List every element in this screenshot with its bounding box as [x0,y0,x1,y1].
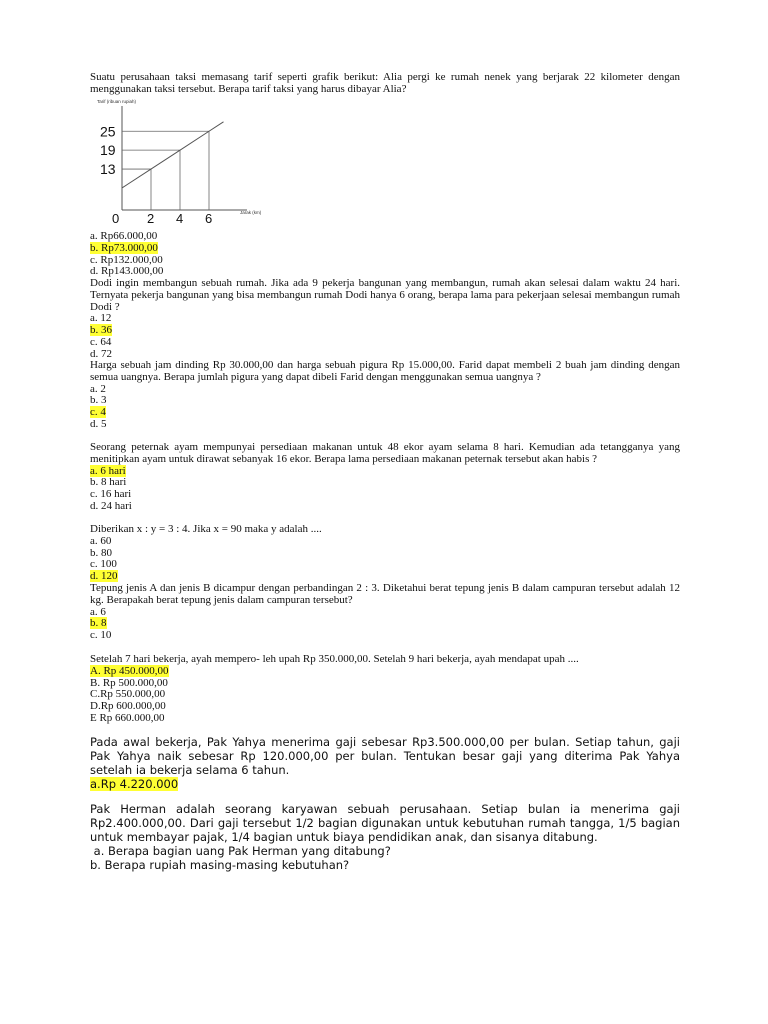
x-tick-4: 4 [176,211,184,226]
option-6a[interactable]: a. 6 [90,605,106,618]
option-3a[interactable]: a. 2 [90,382,106,395]
question-1 [90,72,680,96]
answer-8: a.Rp 4.220.000 [90,777,179,791]
option-7c[interactable]: C.Rp 550.000,00 [90,688,166,701]
option-7a[interactable]: A. Rp 450.000,00 [90,664,169,677]
question-6-text: Tepung jenis A dan jenis B dicampur dengan perbandingan 2 : 3. Diketahui berat tepung jenis B dalam campuran tersebut adalah 12 kg. Berapakah berat tepung jenis dalam campuran tersebut? [90,582,680,606]
chart-ylabel: Tarif (ribuan rupiah) [97,99,137,104]
question-5-text: Diberikan x : y = 3 : 4. Jika x = 90 maka y adalah .... [90,523,322,535]
option-3b[interactable]: b. 3 [90,394,107,407]
option-6c[interactable]: c. 10 [90,629,112,642]
question-7-text: Setelah 7 hari bekerja, ayah mempero- leh upah Rp 350.000,00. Setelah 9 hari bekerja, ayah mendapat upah .... [90,653,579,665]
option-5a[interactable]: a. 60 [90,534,112,547]
guide-lines [122,131,209,210]
question-2-text: Dodi ingin membangun sebuah rumah. Jika ada 9 pekerja bangunan yang membangun, rumah akan selesai dalam waktu 24 hari. Ternyata pekerja bangunan yang bisa membangun rumah Dodi hanya 6 orang, berapa lama para pekerjaan selesai membangun rumah Dodi ? [90,277,680,313]
chart-xlabel: Jarak (km) [240,210,262,215]
question-9-text: Pak Herman adalah seorang karyawan sebuah perusahaan. Setiap bulan ia menerima gaji Rp2.400.000,00. Dari gaji tersebut 1/2 bagian digunakan untuk kebutuhan rumah tangga, 1/5 bagian untuk membayar pajak, 1/4 bagian untuk biaya pendidikan anak, dan sisanya ditabung. [90,802,680,844]
y-tick-labels [100,123,116,177]
option-1c[interactable]: c. Rp132.000,00 [90,253,163,266]
question-3 [90,360,680,431]
question-3-text: Harga sebuah jam dinding Rp 30.000,00 dan harga sebuah pigura Rp 15.000,00. Farid dapat membeli 2 buah jam dinding dengan semua uangnya. Berapa jumlah pigura yang dapat dibeli Farid dengan menggunakan semua uangnya ? [90,359,680,383]
option-1d[interactable]: d. Rp143.000,00 [90,265,164,278]
option-3d[interactable]: d. 5 [90,417,107,430]
option-4d[interactable]: d. 24 hari [90,499,132,512]
option-5c[interactable]: c. 100 [90,558,117,571]
option-5b[interactable]: b. 80 [90,546,112,559]
question-1-options [90,231,680,278]
option-3c[interactable]: c. 4 [90,406,106,419]
option-1b[interactable]: b. Rp73.000,00 [90,241,158,254]
option-2b[interactable]: b. 36 [90,324,112,337]
x-tick-2: 2 [147,211,155,226]
option-1a[interactable]: a. Rp66.000,00 [90,230,158,242]
question-8-text: Pada awal bekerja, Pak Yahya menerima gaji sebesar Rp3.500.000,00 per bulan. Setiap tahun, gaji Pak Yahya naik sebesar Rp 120.000,00 per bulan. Tentukan besar gaji yang diterima Pak Yahya setelah ia bekerja selama 6 tahun. [90,735,680,777]
option-2a[interactable]: a. 12 [90,312,112,325]
question-2 [90,278,680,361]
question-1-text: Suatu perusahaan taksi memasang tarif seperti grafik berikut: Alia pergi ke rumah nenek yang berjarak 22 kilometer dengan menggunakan taksi tersebut. Berapa tarif taksi yang harus dibayar Alia? [90,71,680,95]
option-5d[interactable]: d. 120 [90,570,118,583]
option-4a[interactable]: a. 6 hari [90,464,126,477]
question-9-sub-b: b. Berapa rupiah masing-masing kebutuhan? [90,858,350,872]
question-4-text: Seorang peternak ayam mempunyai persediaan makanan untuk 48 ekor ayam selama 8 hari. Kemudian ada tetangganya yang menitipkan ayam untuk dirawat sebanyak 16 ekor. Berapa lama persediaan makanan peternak tersebut akan habis ? [90,441,680,465]
option-2d[interactable]: d. 72 [90,347,112,360]
x-tick-labels [147,211,212,226]
option-7d[interactable]: D.Rp 600.000,00 [90,700,166,713]
option-4c[interactable]: c. 16 hari [90,488,132,501]
option-7b[interactable]: B. Rp 500.000,00 [90,676,168,689]
y-tick-19: 19 [100,142,116,159]
question-5 [90,524,680,583]
question-8 [90,735,680,791]
option-7e[interactable]: E Rp 660.000,00 [90,711,165,724]
question-4 [90,442,680,513]
option-6b[interactable]: b. 8 [90,617,107,630]
option-2c[interactable]: c. 64 [90,335,112,348]
x-tick-6: 6 [205,211,213,226]
y-tick-25: 25 [100,123,116,140]
option-4b[interactable]: b. 8 hari [90,476,127,489]
tariff-chart [92,96,292,230]
question-9 [90,802,680,872]
origin-label: 0 [112,211,120,226]
y-tick-13: 13 [100,161,116,178]
question-6 [90,583,680,642]
question-9-sub-a: a. Berapa bagian uang Pak Herman yang ditabung? [90,844,391,858]
question-7 [90,654,680,725]
tariff-line [122,122,224,188]
